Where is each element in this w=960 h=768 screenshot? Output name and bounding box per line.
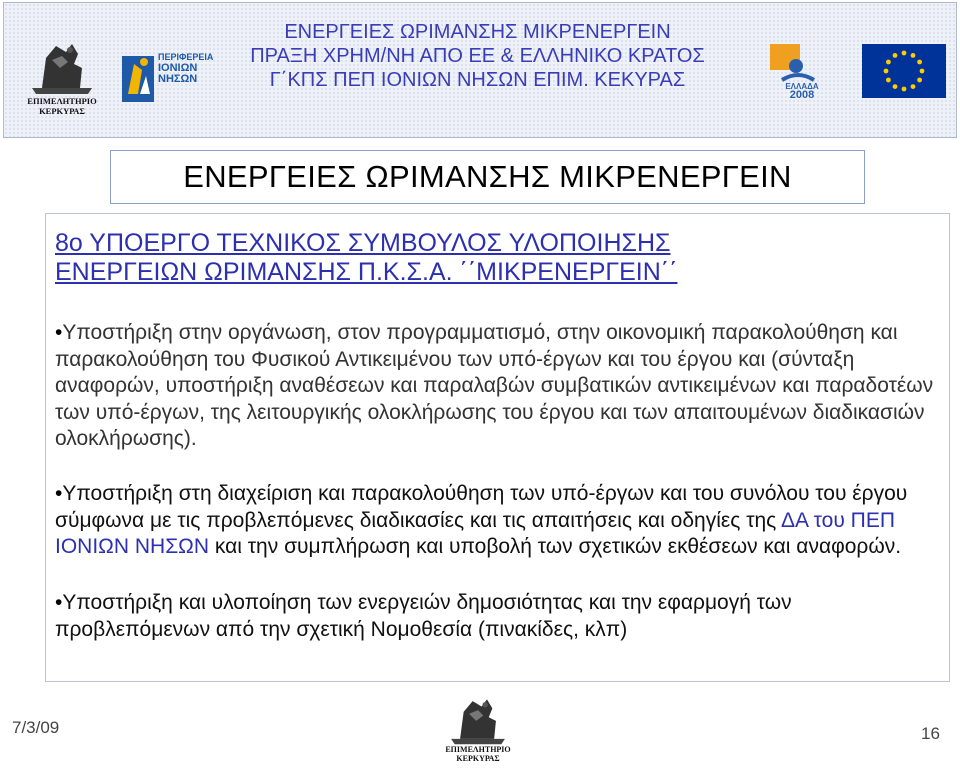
eu-flag-icon (862, 44, 946, 98)
footer-date: 7/3/09 (12, 718, 60, 737)
bullet-1 (55, 320, 945, 453)
slide-title: ΕΝΕΡΓΕΙΕΣ ΩΡΙΜΑΝΣΗΣ ΜΙΚΡΕΝΕΡΓΕΙΝ (183, 159, 792, 194)
header-line-1: ΕΝΕΡΓΕΙΕΣ ΩΡΙΜΑΝΣΗΣ ΜΙΚΡΕΝΕΡΓΕΙΝ (284, 21, 671, 43)
slide-title-box (110, 150, 865, 204)
region-ionian-caption: ΠΕΡΙΦΕΡΕΙΑ ΙΟΝΙΩΝ ΝΗΣΩΝ (158, 52, 214, 85)
header-line-3: Γ΄ΚΠΣ ΠΕΠ ΙΟΝΙΩΝ ΝΗΣΩΝ ΕΠΙΜ. ΚΕΚΥΡΑΣ (269, 69, 686, 91)
lion-emblem-icon (440, 694, 516, 746)
bullet-2-text-post: και την συμπλήρωση και υποβολή των σχετικών εκθέσεων και αναφορών. (209, 535, 902, 558)
bullet-3 (55, 590, 945, 643)
chamber-logo (22, 38, 102, 96)
lion-emblem-icon (22, 38, 102, 96)
bullet-3-text: Υποστήριξη και υλοποίηση των ενεργειών δημοσιότητας και την εφαρμογή των προβλεπόμενων από την σχετική Νομοθεσία (πινακίδες, κλπ) (55, 591, 792, 641)
page-number: 16 (921, 724, 940, 743)
bullet-marker: • (55, 321, 63, 344)
bullet-2-highlight: ΔΑ του ΠΕΠ ΙΟΝΙΩΝ ΝΗΣΩΝ (55, 508, 896, 558)
bullet-2-text-pre: Υποστήριξη στη διαχείριση και παρακολούθηση των υπό-έργων και του συνόλου του έργου σύμφωνα με τις προβλεπόμενες διαδικασίες και τις απαιτήσεις και οδηγίες της (55, 482, 908, 532)
greece-2008-caption: ΕΛΛΑΔΑ 2008 (785, 82, 819, 101)
bullet-2 (55, 481, 945, 561)
footer-chamber-logo (440, 694, 516, 746)
bullet-marker: • (55, 482, 63, 505)
bullet-marker: • (55, 591, 63, 614)
subtitle-line-2: ΕΝΕΡΓΕΙΩΝ ΩΡΙΜΑΝΣΗΣ Π.Κ.Σ.Α. ΄΄ΜΙΚΡΕΝΕΡΓΕΙΝ΄΄ (55, 258, 678, 286)
header-line-2: ΠΡΑΞΗ ΧΡΗΜ/ΝΗ ΑΠΟ ΕΕ & ΕΛΛΗΝΙΚΟ ΚΡΑΤΟΣ (250, 45, 705, 67)
header-title (200, 20, 755, 92)
subtitle-line-1: 8ο ΥΠΟΕΡΓΟ ΤΕΧΝΙΚΟΣ ΣΥΜΒΟΥΛΟΣ ΥΛΟΠΟΙΗΣΗΣ (55, 229, 671, 257)
footer-chamber-caption: ΕΠΙΜΕΛΗΤΗΡΙΟ ΚΕΡΚΥΡΑΣ (445, 745, 511, 763)
bullet-1-text: Υποστήριξη στην οργάνωση, στον προγραμματισμό, στην οικονομική παρακολούθηση και παρακολούθηση του Φυσικού Αντικειμένου των υπό-έργων και του έργου και (σύνταξη αναφορών, υποστήριξη αναθέσεων και παραλαβών συμβατικών αντικειμένων και παραδοτέων των υπό-έργων, της λειτουργικής ολοκλήρωσης του έργου και των απαιτουμένων διαδικασιών ολοκλήρωσης). (55, 321, 934, 450)
chamber-logo-caption: ΕΠΙΜΕΛΗΤΗΡΙΟ ΚΕΡΚΥΡΑΣ (27, 96, 97, 116)
eu-flag (862, 44, 946, 98)
subtitle (55, 229, 935, 287)
